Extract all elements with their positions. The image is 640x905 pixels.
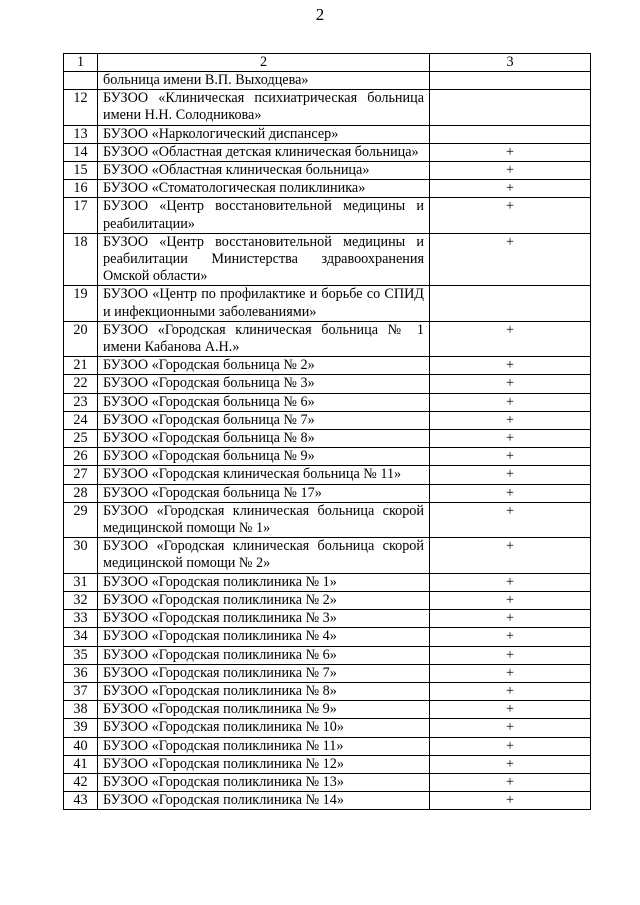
row-number: 38 xyxy=(64,701,98,719)
row-number: 42 xyxy=(64,773,98,791)
organization-name: БУЗОО «Городская клиническая больница скорой медицинской помощи № 2» xyxy=(98,538,430,573)
row-number: 37 xyxy=(64,682,98,700)
organization-name: БУЗОО «Городская больница № 8» xyxy=(98,430,430,448)
table-row xyxy=(64,286,591,321)
participation-mark: + xyxy=(430,682,591,700)
organization-name: БУЗОО «Стоматологическая поликлиника» xyxy=(98,180,430,198)
table-row xyxy=(64,737,591,755)
row-number: 34 xyxy=(64,628,98,646)
page-number: 2 xyxy=(315,5,325,24)
table-row xyxy=(64,573,591,591)
row-number: 33 xyxy=(64,610,98,628)
row-number: 19 xyxy=(64,286,98,321)
table-row xyxy=(64,393,591,411)
row-number: 25 xyxy=(64,430,98,448)
organization-name: БУЗОО «Наркологический диспансер» xyxy=(98,125,430,143)
table-row xyxy=(64,502,591,537)
participation-mark xyxy=(430,125,591,143)
participation-mark: + xyxy=(430,180,591,198)
organization-name: БУЗОО «Городская больница № 7» xyxy=(98,411,430,429)
table-row xyxy=(64,628,591,646)
organization-name: БУЗОО «Городская поликлиника № 6» xyxy=(98,646,430,664)
table-row xyxy=(64,773,591,791)
row-number xyxy=(64,72,98,90)
organization-name: больница имени В.П. Выходцева» xyxy=(98,72,430,90)
participation-mark: + xyxy=(430,466,591,484)
table-header-row xyxy=(64,54,591,72)
row-number: 16 xyxy=(64,180,98,198)
organizations-table xyxy=(63,53,591,810)
participation-mark: + xyxy=(430,538,591,573)
participation-mark: + xyxy=(430,143,591,161)
organization-name: БУЗОО «Городская поликлиника № 12» xyxy=(98,755,430,773)
organization-name: БУЗОО «Центр восстановительной медицины и реабилитации» xyxy=(98,198,430,233)
participation-mark: + xyxy=(430,701,591,719)
row-number: 14 xyxy=(64,143,98,161)
participation-mark: + xyxy=(430,162,591,180)
row-number: 27 xyxy=(64,466,98,484)
organization-name: БУЗОО «Городская клиническая больница № 1 имени Кабанова А.Н.» xyxy=(98,321,430,356)
table-row xyxy=(64,125,591,143)
row-number: 31 xyxy=(64,573,98,591)
organization-name: БУЗОО «Городская поликлиника № 10» xyxy=(98,719,430,737)
table-row xyxy=(64,466,591,484)
row-number: 32 xyxy=(64,591,98,609)
organization-name: БУЗОО «Городская поликлиника № 3» xyxy=(98,610,430,628)
participation-mark xyxy=(430,72,591,90)
table-row xyxy=(64,233,591,286)
participation-mark: + xyxy=(430,646,591,664)
organization-name: БУЗОО «Городская поликлиника № 8» xyxy=(98,682,430,700)
organization-name: БУЗОО «Областная клиническая больница» xyxy=(98,162,430,180)
column-header-2: 2 xyxy=(98,54,430,72)
organization-name: БУЗОО «Областная детская клиническая больница» xyxy=(98,143,430,161)
table-row xyxy=(64,321,591,356)
organization-name: БУЗОО «Городская больница № 2» xyxy=(98,357,430,375)
table-row xyxy=(64,375,591,393)
participation-mark: + xyxy=(430,357,591,375)
organization-name: БУЗОО «Городская больница № 3» xyxy=(98,375,430,393)
row-number: 40 xyxy=(64,737,98,755)
organization-name: БУЗОО «Центр по профилактике и борьбе со СПИД и инфекционными заболеваниями» xyxy=(98,286,430,321)
organization-name: БУЗОО «Городская поликлиника № 4» xyxy=(98,628,430,646)
participation-mark: + xyxy=(430,233,591,286)
table-row xyxy=(64,755,591,773)
table-row xyxy=(64,664,591,682)
table-row xyxy=(64,646,591,664)
row-number: 29 xyxy=(64,502,98,537)
row-number: 12 xyxy=(64,90,98,125)
row-number: 35 xyxy=(64,646,98,664)
row-number: 36 xyxy=(64,664,98,682)
organization-name: БУЗОО «Городская больница № 9» xyxy=(98,448,430,466)
participation-mark: + xyxy=(430,321,591,356)
table-row xyxy=(64,411,591,429)
organization-name: БУЗОО «Городская поликлиника № 11» xyxy=(98,737,430,755)
table-row xyxy=(64,180,591,198)
participation-mark: + xyxy=(430,628,591,646)
participation-mark xyxy=(430,90,591,125)
table-row xyxy=(64,162,591,180)
participation-mark: + xyxy=(430,773,591,791)
participation-mark: + xyxy=(430,610,591,628)
organization-name: БУЗОО «Городская поликлиника № 1» xyxy=(98,573,430,591)
participation-mark: + xyxy=(430,411,591,429)
table-row xyxy=(64,198,591,233)
participation-mark: + xyxy=(430,484,591,502)
row-number: 28 xyxy=(64,484,98,502)
table-row xyxy=(64,430,591,448)
organization-name: БУЗОО «Клиническая психиатрическая больница имени Н.Н. Солодникова» xyxy=(98,90,430,125)
table-row xyxy=(64,701,591,719)
row-number: 30 xyxy=(64,538,98,573)
row-number: 43 xyxy=(64,792,98,810)
column-header-3: 3 xyxy=(430,54,591,72)
organization-name: БУЗОО «Центр восстановительной медицины и реабилитации Министерства здравоохранения Омской области» xyxy=(98,233,430,286)
participation-mark: + xyxy=(430,393,591,411)
participation-mark: + xyxy=(430,591,591,609)
table-row xyxy=(64,591,591,609)
row-number: 13 xyxy=(64,125,98,143)
participation-mark: + xyxy=(430,755,591,773)
table-row xyxy=(64,610,591,628)
row-number: 26 xyxy=(64,448,98,466)
table-row xyxy=(64,448,591,466)
organization-name: БУЗОО «Городская поликлиника № 7» xyxy=(98,664,430,682)
table-row xyxy=(64,719,591,737)
participation-mark: + xyxy=(430,502,591,537)
organization-name: БУЗОО «Городская поликлиника № 14» xyxy=(98,792,430,810)
organization-name: БУЗОО «Городская клиническая больница скорой медицинской помощи № 1» xyxy=(98,502,430,537)
organization-name: БУЗОО «Городская больница № 17» xyxy=(98,484,430,502)
table-row xyxy=(64,682,591,700)
participation-mark: + xyxy=(430,792,591,810)
organization-name: БУЗОО «Городская больница № 6» xyxy=(98,393,430,411)
table-row xyxy=(64,72,591,90)
row-number: 39 xyxy=(64,719,98,737)
table-body xyxy=(64,72,591,810)
row-number: 20 xyxy=(64,321,98,356)
organization-name: БУЗОО «Городская клиническая больница № 11» xyxy=(98,466,430,484)
participation-mark: + xyxy=(430,448,591,466)
participation-mark xyxy=(430,286,591,321)
participation-mark: + xyxy=(430,198,591,233)
table-row xyxy=(64,357,591,375)
organization-name: БУЗОО «Городская поликлиника № 2» xyxy=(98,591,430,609)
table-row xyxy=(64,484,591,502)
participation-mark: + xyxy=(430,375,591,393)
organization-name: БУЗОО «Городская поликлиника № 9» xyxy=(98,701,430,719)
participation-mark: + xyxy=(430,737,591,755)
row-number: 24 xyxy=(64,411,98,429)
row-number: 21 xyxy=(64,357,98,375)
participation-mark: + xyxy=(430,430,591,448)
organization-name: БУЗОО «Городская поликлиника № 13» xyxy=(98,773,430,791)
table-row xyxy=(64,90,591,125)
table-row xyxy=(64,143,591,161)
row-number: 41 xyxy=(64,755,98,773)
participation-mark: + xyxy=(430,719,591,737)
row-number: 17 xyxy=(64,198,98,233)
row-number: 23 xyxy=(64,393,98,411)
column-header-1: 1 xyxy=(64,54,98,72)
participation-mark: + xyxy=(430,573,591,591)
row-number: 15 xyxy=(64,162,98,180)
row-number: 18 xyxy=(64,233,98,286)
table-row xyxy=(64,538,591,573)
row-number: 22 xyxy=(64,375,98,393)
table-row xyxy=(64,792,591,810)
participation-mark: + xyxy=(430,664,591,682)
